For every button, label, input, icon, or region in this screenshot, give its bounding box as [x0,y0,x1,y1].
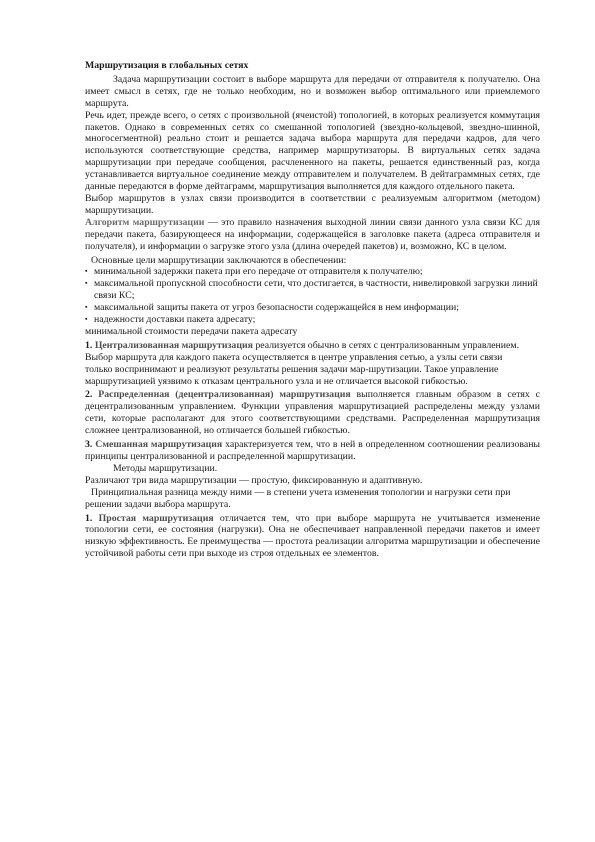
paragraph-topology: Речь идет, прежде всего, о сетях с произвольной (ячеистой) топологией, в которых реализуется коммутация пакетов. Однако в современных сетях со смешанной топологией (звездно-кольцевой, звездно-шинной, многосегментной) реально стоит и решается задача выбора маршрута для передачи кадров, для чего используются соответствующие средства, например маршрутизаторы. В виртуальных сетях задача маршрутизации при передаче сообщения, расчлененного на пакеты, решается единственный раз, когда устанавливается виртуальное соединение между отправителем и получателем. В дейтаграммных сетях, где данные передаются в форме дейтаграмм, маршрутизация выполняется для каждого отдельного пакета. [85,109,540,193]
paragraph-algorithm-definition [85,217,540,253]
methods-kinds: Различают три вида маршрутизации — простую, фиксированную и адаптивную. [85,474,423,486]
document-page [85,60,540,560]
term-mixed-routing: Смешанная маршрутизация [95,439,223,451]
paragraph-route-selection: Выбор маршрутов в узлах связи производится в соответствии с реализуемым алгоритмом (методом) маршрутизации. [85,192,540,216]
term-distributed-routing: Распределенная (децентрализованная) маршрутизация [98,389,351,401]
bullet-marker-icon: ▪ [85,279,88,288]
simple-routing-item: 1. Простая маршрутизация отличается тем, что при выборе маршрута не учитывается изменение топологии сети, ее состояния (нагрузки). Она не обеспечивает направленной передачи пакетов и имеет низкую эффективность. Ее преимущества — простота реализации алгоритма маршрутизации и обеспечение устойчивой работы сети при выходе из строя отдельных ее элементов. [85,512,540,560]
paragraph-routing-task: Задача маршрутизации состоит в выборе маршрута для передачи от отправителя к получателю. Она имеет смысл в сетях, где не только необходим, но и возможен выбор оптимального или приемлемого маршрута. [85,73,540,109]
bullet-marker-icon: ▪ [85,315,88,324]
centralized-routing-continuation: только воспринимают и реализуют результаты решения задачи мар-шрутизации. Такое управление маршрутизацией уязвимо к отказам центрального узла и не отличается высокой гибкостью. [85,363,499,387]
centralized-routing-item: 1. Централизованная маршрутизация реализуется обычно в сетях с централизованным управлением. Выбор маршрута для каждого пакета осуществляется в центре управления сетью, а узлы сети связи [85,339,520,363]
distributed-routing-item: 2. Распределенная (децентрализованная) маршрутизация выполняется главным образом в сетях с децентрализованным управлением. Функции управления маршрутизацией распределены между узлами сети, которые располагают для этого соответствующими средствами. Распределенная маршрутизация сложнее централизованной, но отличается большей гибкостью. [85,389,540,437]
methods-heading: Методы маршрутизации. [113,462,218,474]
document-title: Маршрутизация в глобальных сетях [85,60,249,71]
algorithm-definition-text: — это правило назначения выходной линии связи данного узла связи КС для передачи пакета, базирующееся на информации, содержащейся в заголовке пакета (адреса отправителя и получателя), и информации о загрузке этого узла (длина очередей пакетов) и, возможно, КС в целом. [85,216,540,252]
methods-difference: Принципиальная разница между ними — в степени учета изменения топологии и нагрузки сети при решении задачи выбора маршрута. [85,486,511,510]
bullet-marker-icon: ▪ [85,303,88,312]
goals-list [85,266,540,326]
goal-item: ▪ максимальной защиты пакета от угроз безопасности содержащейся в нем информации; [85,302,460,314]
mixed-routing-item: 3. Смешанная маршрутизация характеризуется тем, что в ней в определенном соотношении реализованы принципы централизованной и распределенной маршрутизации. [85,439,541,462]
term-centralized-routing: Централизованная маршрутизация [94,339,253,351]
goals-intro: Основные цели маршрутизации заключаются в обеспечении: [91,254,347,266]
goal-item: ▪ надежности доставки пакета адресату; [85,314,256,326]
term-simple-routing: Простая маршрутизация [98,512,214,524]
goal-item: ▪ минимальной задержки пакета при его передаче от отправителя к получателю; [85,266,423,278]
bullet-marker-icon: ▪ [85,267,88,276]
term-routing-algorithm: Алгоритм маршрутизации [85,216,205,228]
goal-item-last: минимальной стоимости передачи пакета адресату [85,325,298,337]
goal-item: ▪ максимальной пропускной способности сети, что достигается, в частности, нивелировкой загрузки линий связи КС; [85,278,538,302]
